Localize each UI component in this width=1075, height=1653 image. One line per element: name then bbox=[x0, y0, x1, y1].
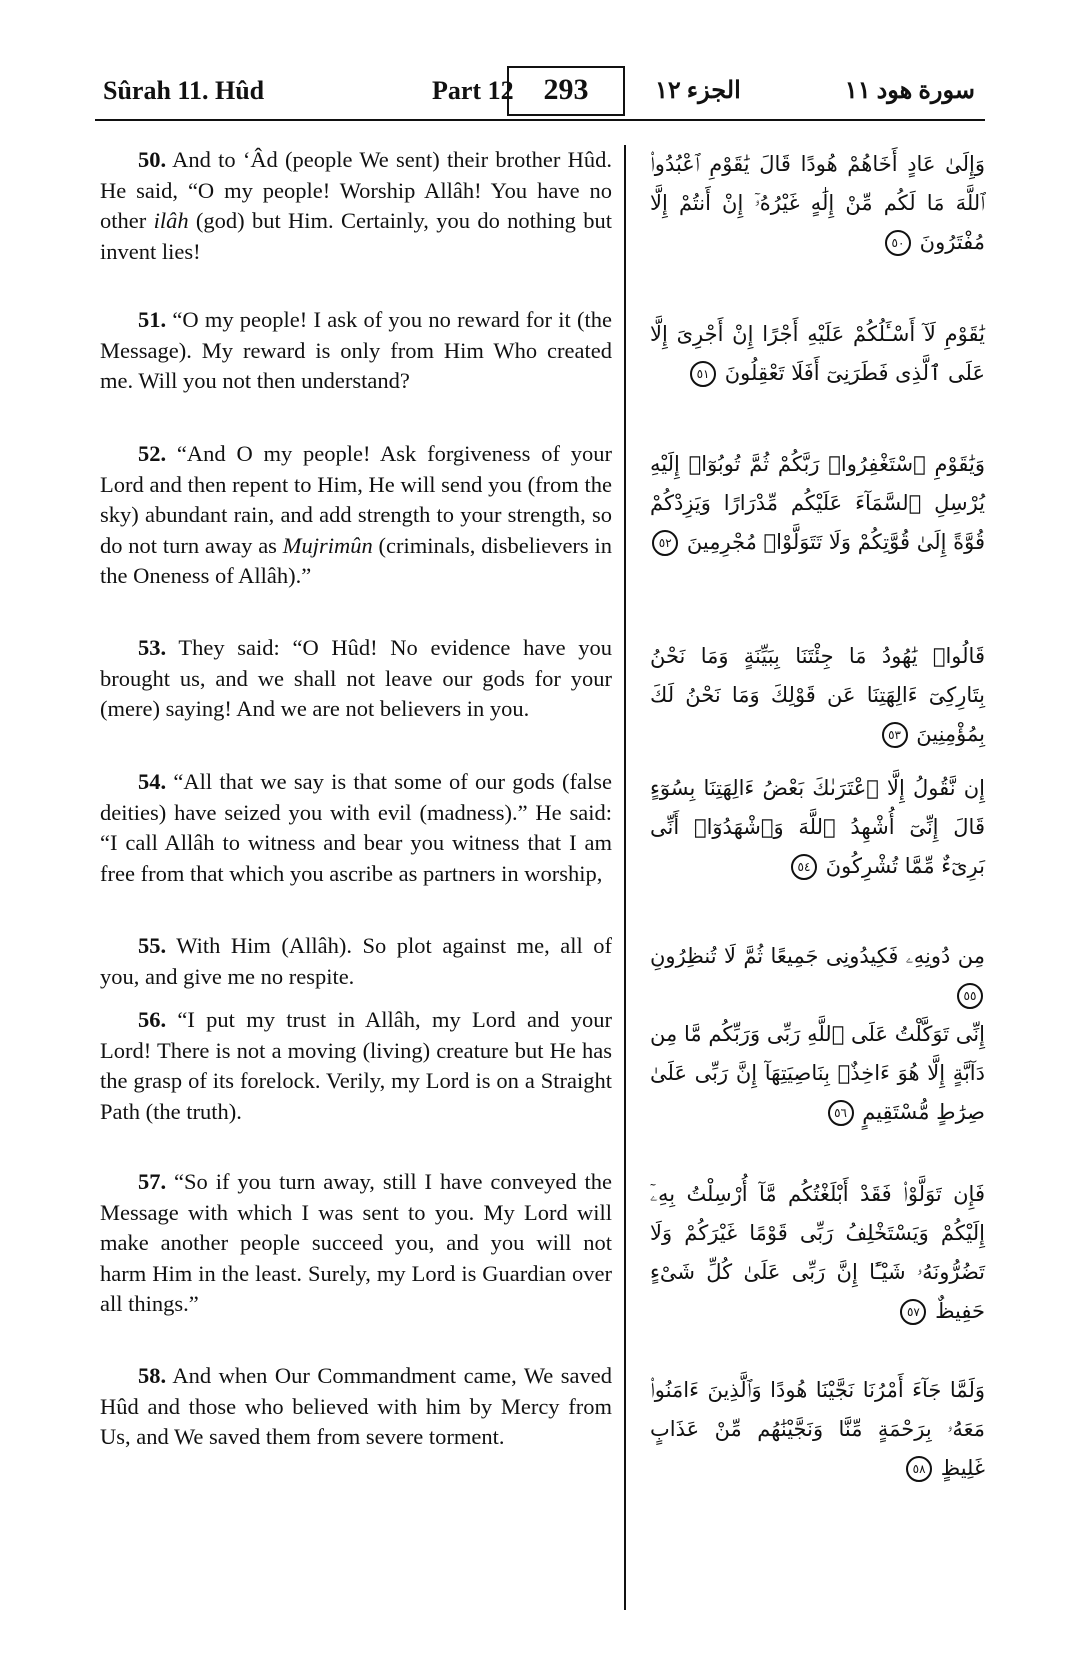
verse-en-55: 55. With Him (Allâh). So plot against me, all of you, and give me no respite. bbox=[100, 933, 612, 989]
ayah-end-marker: ٥١ bbox=[690, 361, 716, 387]
verse-ar-55: مِن دُونِهِۦ فَكِيدُونِى جَمِيعًا ثُمَّ لَا تُنظِرُونِ ٥٥ bbox=[650, 937, 985, 1015]
verse-ar-50: وَإِلَىٰ عَادٍ أَخَاهُمْ هُودًا قَالَ يَٰقَوْمِ ٱعْبُدُوا۟ ٱللَّهَ مَا لَكُم مِّنْ إِلَٰهٍ غَيْرُهُۥٓ إِنْ أَنتُمْ إِلَّا مُفْتَرُونَ ٥٠ bbox=[650, 152, 985, 254]
surah-title-ar: سورة هود ١١ bbox=[844, 78, 975, 104]
verse-ar-57: فَإِن تَوَلَّوْا۟ فَقَدْ أَبْلَغْتُكُم مَّآ أُرْسِلْتُ بِهِۦٓ إِلَيْكُمْ وَيَسْتَخْلِفُ رَبِّى قَوْمًا غَيْرَكُمْ وَلَا تَضُرُّونَهُۥ شَيْـًٔا إِنَّ رَبِّى عَلَىٰ كُلِّ شَىْءٍ حَفِيظٌ ٥٧ bbox=[650, 1182, 985, 1323]
ayah-end-marker: ٥٣ bbox=[882, 722, 908, 748]
verse-ar-58: وَلَمَّا جَآءَ أَمْرُنَا نَجَّيْنَا هُودًا وَٱلَّذِينَ ءَامَنُوا۟ مَعَهُۥ بِرَحْمَةٍ مِّنَّا وَنَجَّيْنَٰهُم مِّنْ عَذَابٍ غَلِيظٍ ٥٨ bbox=[650, 1378, 985, 1480]
verse-ar-51: يَٰقَوْمِ لَآ أَسْـَٔلُكُمْ عَلَيْهِ أَجْرًا إِنْ أَجْرِىَ إِلَّا عَلَى ٱلَّذِى فَطَرَنِىٓ أَفَلَا تَعْقِلُونَ ٥١ bbox=[650, 322, 985, 385]
verse-en-54: 54. “All that we say is that some of our gods (false deities) have seized you with evil (madness).” He said: “I call Allâh to witness and bear you witness that I am free from that which you ascribe as partners in worship, bbox=[100, 769, 612, 886]
ayah-end-marker: ٥٧ bbox=[900, 1299, 926, 1325]
verse-en-56: 56. “I put my trust in Allâh, my Lord and your Lord! There is not a moving (living) creature but He has the grasp of its forelock. Verily, my Lord is on a Straight Path (the truth). bbox=[100, 1007, 612, 1124]
column-divider bbox=[624, 145, 626, 1610]
ayah-end-marker: ٥٦ bbox=[828, 1100, 854, 1126]
verse-ar-56: إِنِّى تَوَكَّلْتُ عَلَى ٱللَّهِ رَبِّى وَرَبِّكُم مَّا مِن دَآبَّةٍ إِلَّا هُوَ ءَاخِذٌۢ بِنَاصِيَتِهَآ إِنَّ رَبِّى عَلَىٰ صِرَٰطٍ مُّسْتَقِيمٍ ٥٦ bbox=[650, 1022, 985, 1124]
ayah-end-marker: ٥٥ bbox=[957, 983, 983, 1009]
verse-ar-52: وَيَٰقَوْمِ ٱسْتَغْفِرُوا۟ رَبَّكُمْ ثُمَّ تُوبُوٓا۟ إِلَيْهِ يُرْسِلِ ٱلسَّمَآءَ عَلَيْكُم مِّدْرَارًا وَيَزِدْكُمْ قُوَّةً إِلَىٰ قُوَّتِكُمْ وَلَا تَتَوَلَّوْا۟ مُجْرِمِينَ ٥٢ bbox=[650, 452, 985, 554]
page-header bbox=[95, 66, 985, 116]
verse-en-53: 53. They said: “O Hûd! No evidence have you brought us, and we shall not leave our gods for your (mere) saying! And we are not believers in you. bbox=[100, 635, 612, 721]
header-divider bbox=[95, 119, 985, 121]
surah-title-en: Sûrah 11. Hûd bbox=[103, 76, 265, 105]
page-number: 293 bbox=[507, 66, 625, 116]
verse-en-51: 51. “O my people! I ask of you no reward for it (the Message). My reward is only from Him Who created me. Will you not then understand? bbox=[100, 307, 612, 393]
verse-ar-53: قَالُوا۟ يَٰهُودُ مَا جِئْتَنَا بِبَيِّنَةٍ وَمَا نَحْنُ بِتَارِكِىٓ ءَالِهَتِنَا عَن قَوْلِكَ وَمَا نَحْنُ لَكَ بِمُؤْمِنِينَ ٥٣ bbox=[650, 644, 985, 746]
verse-en-52: 52. “And O my people! Ask forgiveness of your Lord and then repent to Him, He will send you (from the sky) abundant rain, and add strength to your strength, so do not turn away as Mujrimûn (criminals, disbelievers in the Oneness of Allâh).” bbox=[100, 441, 612, 588]
verse-en-57: 57. “So if you turn away, still I have conveyed the Message with which I was sent to you. My Lord will make another people succeed you, and you will not harm Him in the least. Surely, my Lord is Guardian over all things.” bbox=[100, 1169, 612, 1316]
verse-en-58: 58. And when Our Commandment came, We saved Hûd and those who believed with him by Mercy from Us, and We saved them from severe torment. bbox=[100, 1363, 612, 1449]
ayah-end-marker: ٥٨ bbox=[906, 1456, 932, 1482]
ayah-end-marker: ٥٢ bbox=[652, 530, 678, 556]
part-label-en: Part 12 bbox=[432, 76, 514, 105]
ayah-end-marker: ٥٤ bbox=[791, 854, 817, 880]
verse-ar-54: إِن نَّقُولُ إِلَّا ٱعْتَرَىٰكَ بَعْضُ ءَالِهَتِنَا بِسُوٓءٍ قَالَ إِنِّىٓ أُشْهِدُ ٱللَّهَ وَٱشْهَدُوٓا۟ أَنِّى بَرِىٓءٌ مِّمَّا تُشْرِكُونَ ٥٤ bbox=[650, 776, 985, 878]
juz-label-ar: الجزء ١٢ bbox=[655, 78, 741, 104]
verse-en-50: 50. And to ‘Âd (people We sent) their brother Hûd. He said, “O my people! Worship Allâh! You have no other ilâh (god) but Him. Certainly, you do nothing but invent lies! bbox=[100, 147, 612, 264]
ayah-end-marker: ٥٠ bbox=[885, 230, 911, 256]
